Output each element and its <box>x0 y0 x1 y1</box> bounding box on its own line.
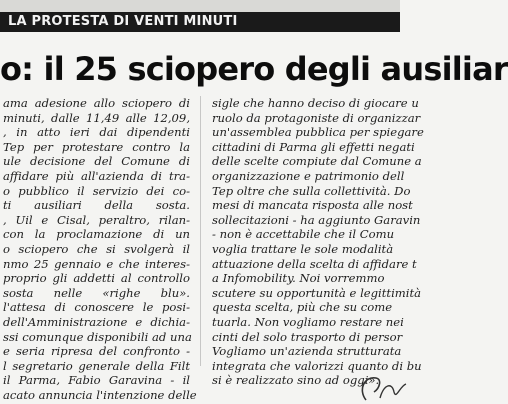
text-line: un'assemblea pubblica per spiegare <box>212 125 424 140</box>
text-line: Tep per protestare contro la <box>3 139 190 154</box>
headline: o: il 25 sciopero degli ausiliar <box>0 50 508 88</box>
text-line: attuazione della scelta di affidare t <box>212 256 417 271</box>
text-line: sigle che hanno deciso di giocare u <box>212 96 419 110</box>
text-line: ule decisione del Comune di <box>3 154 190 169</box>
text-line: e seria ripresa del confronto - <box>3 344 190 359</box>
text-line: scutere su opportunità e legittimità <box>212 285 422 300</box>
text-line: con la proclamazione di un <box>3 227 190 242</box>
text-line: , Uil e Cisal, peraltro, rilan- <box>3 212 190 227</box>
text-line: si è realizzato sino ad oggi». <box>212 373 380 388</box>
text-line: dell'Amministrazione e dichia- <box>3 314 190 329</box>
text-line: ti ausiliari della sosta. <box>3 198 190 213</box>
text-line: voglia trattare le sole modalità <box>212 241 394 256</box>
text-line: cinti del solo trasporto di persor <box>212 329 403 344</box>
column-divider <box>200 96 201 366</box>
handwritten-signature-icon <box>356 370 416 404</box>
text-line: acato annuncia l'intenzione delle <box>3 387 197 402</box>
text-line: ama adesione allo sciopero di <box>3 96 190 110</box>
text-line: Vogliamo un'azienda strutturata <box>212 344 402 359</box>
text-line: sosta nelle «righe blu». <box>3 285 190 300</box>
article-column-right <box>212 96 424 388</box>
text-line: ruolo da protagoniste di organizzar <box>212 110 421 125</box>
text-line: ssi comunque disponibili ad una <box>3 329 192 344</box>
text-line: proprio gli addetti al controllo <box>3 271 190 286</box>
text-line: cittadini di Parma gli effetti negati <box>212 139 415 154</box>
text-line: sollecitazioni - ha aggiunto Garavin <box>212 212 421 227</box>
article-column-left <box>3 96 197 402</box>
scan-top-margin <box>0 0 400 12</box>
text-line: questa scelta, più che su come <box>212 300 393 315</box>
text-line: il Parma, Fabio Garavina - il <box>3 373 190 388</box>
text-line: - non è accettabile che il Comu <box>212 227 395 242</box>
text-line: Tep oltre che sulla collettività. Do <box>212 183 411 198</box>
text-line: tuarla. Non vogliamo restare nei <box>212 314 404 329</box>
text-line: nmo 25 gennaio e che interes- <box>3 256 190 271</box>
kicker-text: LA PROTESTA DI VENTI MINUTI <box>8 14 238 29</box>
kicker-bar <box>0 12 400 32</box>
text-line: mesi di mancata risposta alle nost <box>212 198 413 213</box>
text-line: minuti, dalle 11,49 alle 12,09, <box>3 110 190 125</box>
text-line: , in atto ieri dai dipendenti <box>3 125 190 140</box>
text-line: organizzazione e patrimonio dell <box>212 168 405 183</box>
text-line: l'attesa di conoscere le posi- <box>3 300 190 315</box>
text-line: l segretario generale della Filt <box>3 358 190 373</box>
text-line: a Infomobility. Noi vorremmo <box>212 271 385 286</box>
text-line: affidare più all'azienda di tra- <box>3 168 190 183</box>
text-line: o pubblico il servizio dei co- <box>3 183 190 198</box>
text-line: delle scelte compiute dal Comune a <box>212 154 422 169</box>
text-line: integrata che valorizzi quanto di bu <box>212 358 422 373</box>
text-line: o sciopero che si svolgerà il <box>3 241 190 256</box>
